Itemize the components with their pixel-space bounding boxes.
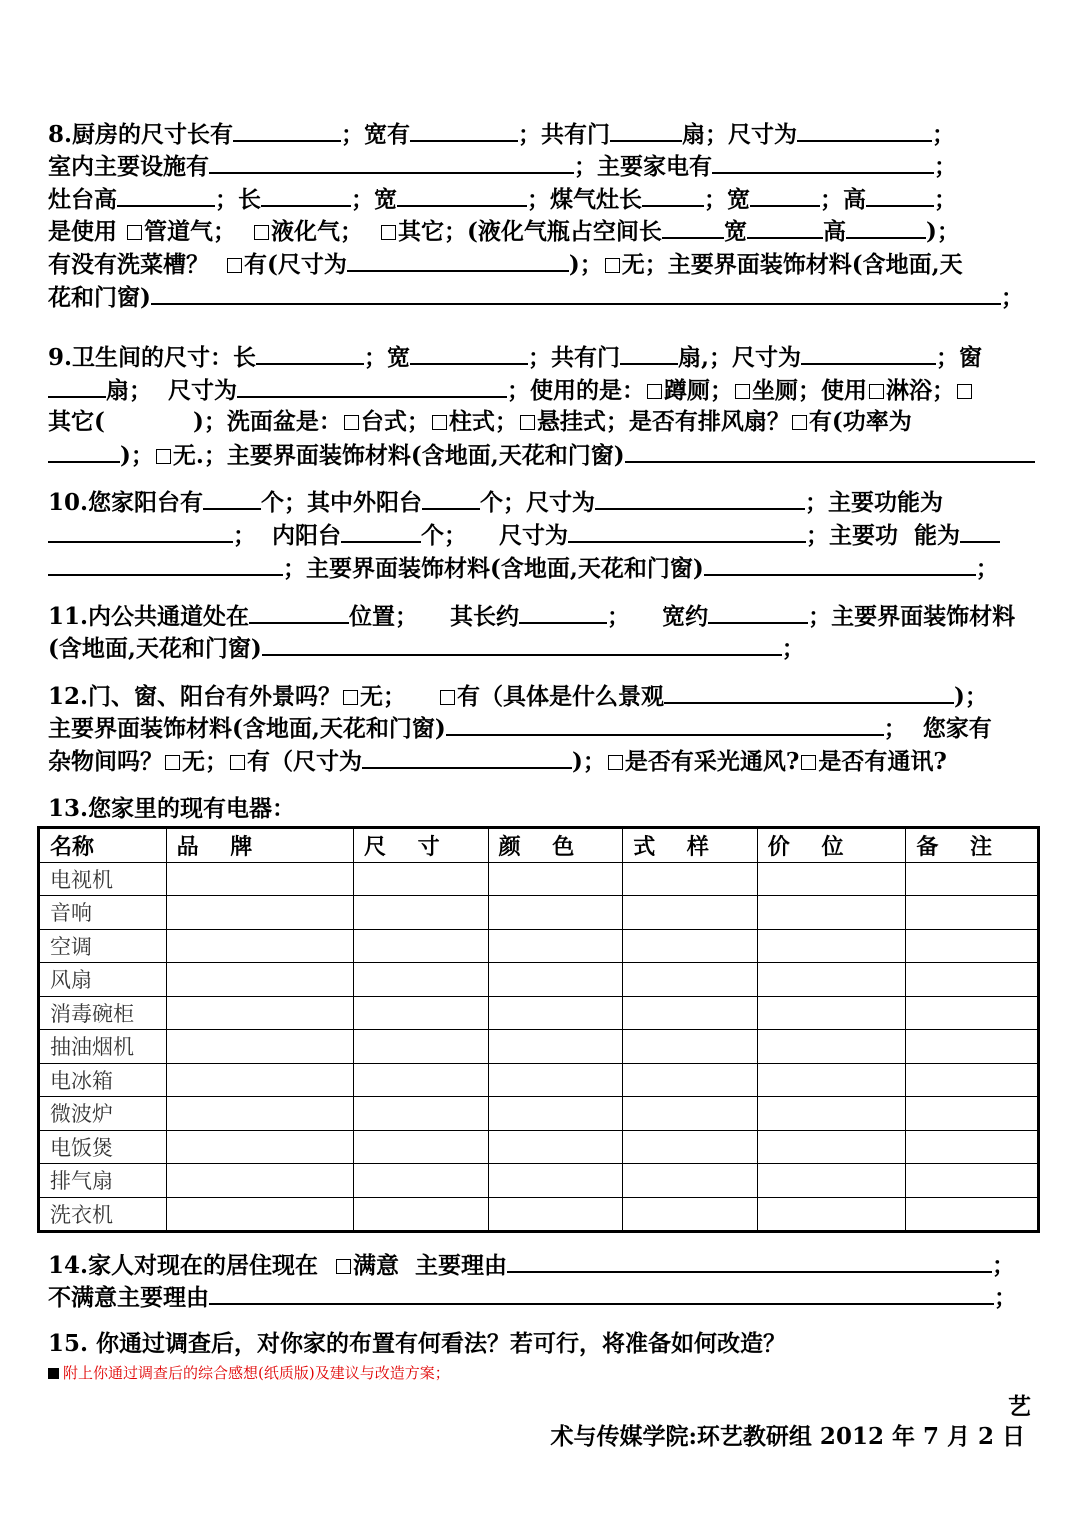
inner-balcony-size-field[interactable] (568, 519, 806, 543)
q13-title: 13.您家里的现有电器： (48, 795, 296, 822)
q10-line-3: ；主要界面装饰材料(含地面,天花和门窗) ； (48, 552, 999, 585)
appliance-name-cell: 排气扇 (39, 1164, 167, 1198)
table-cell[interactable] (488, 1097, 623, 1131)
sink-no-checkbox[interactable] (605, 258, 620, 273)
q8-line-3: 灶台高 ；长 ；宽 ；煤气灶长 ；宽 ；高 ； (48, 183, 957, 216)
table-row (39, 963, 1039, 997)
q9-line-3: 其它( )；洗面盆是： 台式； 柱式； 悬挂式；是否有排风扇？ 有(功率为 (48, 408, 912, 435)
appliance-name-cell: 电视机 (39, 862, 167, 896)
table-cell[interactable] (757, 1164, 906, 1198)
table-cell[interactable] (488, 996, 623, 1030)
table-cell[interactable] (353, 996, 488, 1030)
table-cell[interactable] (906, 1164, 1039, 1198)
appliance-name-cell: 风扇 (39, 963, 167, 997)
table-cell[interactable] (623, 1164, 758, 1198)
kitchen-facilities-field[interactable] (209, 150, 574, 174)
table-row (39, 1164, 1039, 1198)
appliance-name-cell: 消毒碗柜 (39, 996, 167, 1030)
q14-line-1: 14.家人对现在的居住现在 满意 主要理由 ； (48, 1249, 1015, 1282)
table-cell[interactable] (623, 929, 758, 963)
ventilation-checkbox[interactable] (608, 755, 623, 770)
table-cell[interactable] (623, 1097, 758, 1131)
table-cell[interactable] (166, 896, 353, 930)
column-header: 价 位 (757, 828, 906, 863)
table-cell[interactable] (166, 1030, 353, 1064)
table-cell[interactable] (166, 1130, 353, 1164)
q12-line-1: 12.门、窗、阳台有外景吗？ 无； 有（具体是什么景观 )； (48, 680, 988, 713)
table-cell[interactable] (353, 862, 488, 896)
satisfied-reason-field[interactable] (507, 1249, 992, 1273)
table-cell[interactable] (353, 1097, 488, 1131)
gas-stove-length-field[interactable] (642, 183, 704, 207)
corridor-location-field[interactable] (249, 600, 349, 624)
table-cell[interactable] (906, 1197, 1039, 1232)
view-materials-field[interactable] (446, 712, 884, 736)
q12-line-2: 主要界面装饰材料(含地面,天花和门窗) ； 您家有 (48, 712, 992, 745)
outer-balcony-count-field[interactable] (422, 486, 480, 510)
bathroom-width-field[interactable] (410, 341, 528, 365)
table-cell[interactable] (166, 1063, 353, 1097)
column-header: 式 样 (623, 828, 758, 863)
appliance-table (37, 826, 1040, 1233)
table-cell[interactable] (623, 1030, 758, 1064)
q8-line-5: 有没有洗菜槽？ 有(尺寸为 )； 无；主要界面装饰材料(含地面,天 (48, 248, 963, 281)
view-no-checkbox[interactable] (343, 690, 358, 705)
sink-size-field[interactable] (347, 248, 569, 272)
table-cell[interactable] (757, 1130, 906, 1164)
column-header: 备 注 (906, 828, 1039, 863)
attachment-note: 附上你通过调查后的综合感想(纸质版)及建议与改造方案； (48, 1362, 450, 1383)
storage-yes-checkbox[interactable] (230, 755, 245, 770)
table-cell[interactable] (488, 963, 623, 997)
squat-toilet-checkbox[interactable] (647, 384, 662, 399)
table-cell[interactable] (757, 1097, 906, 1131)
table-cell[interactable] (166, 1164, 353, 1198)
satisfied-checkbox[interactable] (336, 1259, 351, 1274)
bathroom-materials-field[interactable] (625, 439, 1035, 463)
gas-stove-height-field[interactable] (866, 183, 934, 207)
table-row (39, 929, 1039, 963)
corridor-materials-field[interactable] (262, 632, 782, 656)
lpg-checkbox[interactable] (254, 225, 269, 240)
table-cell[interactable] (757, 862, 906, 896)
table-cell[interactable] (488, 1130, 623, 1164)
table-cell[interactable] (488, 1164, 623, 1198)
storage-size-field[interactable] (362, 745, 572, 769)
view-description-field[interactable] (664, 680, 954, 704)
q11-line-1: 11.内公共通道处在 位置； 其长约 ； 宽约 ；主要界面装饰材料 (48, 600, 1015, 633)
q9-line-2: 扇； 尺寸为 ；使用的是： 蹲厕； 坐厕；使用 淋浴； (48, 374, 974, 407)
table-cell[interactable] (353, 1197, 488, 1232)
other-fixture-checkbox[interactable] (957, 384, 972, 399)
table-row (39, 1030, 1039, 1064)
table-cell[interactable] (353, 963, 488, 997)
bathroom-door-count-field[interactable] (620, 341, 678, 365)
outer-balcony-function-field[interactable] (48, 519, 233, 543)
table-cell[interactable] (906, 1130, 1039, 1164)
table-cell[interactable] (906, 896, 1039, 930)
table-cell[interactable] (166, 862, 353, 896)
table-cell[interactable] (757, 996, 906, 1030)
table-cell[interactable] (906, 963, 1039, 997)
inner-balcony-count-field[interactable] (341, 519, 421, 543)
q9-line-1: 9.卫生间的尺寸：长 ；宽 ；共有门 扇,；尺寸为 ；窗 (48, 341, 982, 374)
q11-line-2: (含地面,天花和门窗) ； (48, 632, 805, 665)
inner-balcony-function-cont-field[interactable] (48, 552, 283, 576)
table-cell[interactable] (488, 1030, 623, 1064)
table-cell[interactable] (488, 1197, 623, 1232)
q8-line-4: 是使用 管道气； 液化气； 其它；(液化气瓶占空间长 宽 高 )； (48, 215, 960, 248)
table-cell[interactable] (906, 996, 1039, 1030)
appliance-name-cell: 音响 (39, 896, 167, 930)
table-cell[interactable] (166, 1097, 353, 1131)
table-cell[interactable] (353, 929, 488, 963)
sink-yes-checkbox[interactable] (227, 258, 242, 273)
q8-line-6: 花和门窗) ； (48, 281, 1024, 314)
table-cell[interactable] (757, 1030, 906, 1064)
stove-width-field[interactable] (397, 183, 527, 207)
table-cell[interactable] (623, 896, 758, 930)
bathroom-window-size-field[interactable] (237, 374, 507, 398)
table-cell[interactable] (757, 1063, 906, 1097)
table-cell[interactable] (488, 862, 623, 896)
wall-basin-checkbox[interactable] (520, 415, 535, 430)
table-cell[interactable] (906, 862, 1039, 896)
table-cell[interactable] (906, 929, 1039, 963)
kitchen-door-size-field[interactable] (797, 118, 932, 142)
table-cell[interactable] (623, 862, 758, 896)
column-header: 名称 (39, 828, 167, 863)
shower-checkbox[interactable] (869, 384, 884, 399)
exhaust-fan-yes-checkbox[interactable] (792, 415, 807, 430)
table-cell[interactable] (623, 1063, 758, 1097)
bathroom-door-size-field[interactable] (801, 341, 936, 365)
lpg-length-field[interactable] (662, 215, 724, 239)
column-header: 品 牌 (166, 828, 353, 863)
kitchen-width-field[interactable] (410, 118, 518, 142)
gas-stove-width-field[interactable] (750, 183, 820, 207)
sit-toilet-checkbox[interactable] (735, 384, 750, 399)
table-cell[interactable] (757, 896, 906, 930)
table-cell[interactable] (623, 1197, 758, 1232)
lpg-height-field[interactable] (846, 215, 926, 239)
kitchen-length-field[interactable] (233, 118, 341, 142)
table-header-row (39, 828, 1039, 863)
table-cell[interactable] (166, 1197, 353, 1232)
bathroom-length-field[interactable] (256, 341, 364, 365)
table-cell[interactable] (906, 1097, 1039, 1131)
stove-height-field[interactable] (117, 183, 215, 207)
outer-balcony-size-field[interactable] (595, 486, 805, 510)
q8-line-2: 室内主要设施有 ；主要家电有 ； (48, 150, 957, 183)
communication-checkbox[interactable] (801, 755, 816, 770)
table-cell[interactable] (353, 1164, 488, 1198)
table-cell[interactable] (166, 929, 353, 963)
footer-line-2: 术与传媒学院:环艺教研组 2012 年 7 月 2 日 (550, 1423, 1025, 1450)
view-yes-checkbox[interactable] (440, 690, 455, 705)
storage-no-checkbox[interactable] (165, 755, 180, 770)
lpg-width-field[interactable] (747, 215, 823, 239)
q14-line-2: 不满意主要理由 ； (48, 1281, 1017, 1314)
unsatisfied-reason-field[interactable] (209, 1281, 994, 1305)
appliance-name-cell: 电饭煲 (39, 1130, 167, 1164)
table-cell[interactable] (906, 1063, 1039, 1097)
footer-line-1: 艺 (1008, 1393, 1031, 1420)
column-header: 尺 寸 (353, 828, 488, 863)
bathroom-window-count-field[interactable] (48, 374, 106, 398)
table-cell[interactable] (353, 1063, 488, 1097)
table-cell[interactable] (906, 1030, 1039, 1064)
appliance-name-cell: 洗衣机 (39, 1197, 167, 1232)
corridor-width-field[interactable] (708, 600, 808, 624)
appliance-name-cell: 微波炉 (39, 1097, 167, 1131)
table-row (39, 1197, 1039, 1232)
table-row (39, 896, 1039, 930)
fan-power-field[interactable] (48, 439, 120, 463)
table-cell[interactable] (353, 896, 488, 930)
table-cell[interactable] (757, 963, 906, 997)
table-cell[interactable] (488, 1063, 623, 1097)
table-cell[interactable] (623, 963, 758, 997)
column-header: 颜 色 (488, 828, 623, 863)
exhaust-fan-no-checkbox[interactable] (156, 449, 171, 464)
q15-text: 15. 你通过调查后，对你家的布置有何看法？若可行，将准备如何改造？ (48, 1330, 787, 1357)
table-row (39, 1063, 1039, 1097)
appliance-name-cell: 空调 (39, 929, 167, 963)
q8-line-1: 8.厨房的尺寸长有 ；宽有 ；共有门 扇；尺寸为 ； (48, 118, 955, 151)
q9-line-4: )； 无.；主要界面装饰材料(含地面,天花和门窗) (48, 439, 1035, 472)
kitchen-door-count-field[interactable] (610, 118, 682, 142)
table-cell[interactable] (757, 1197, 906, 1232)
corridor-length-field[interactable] (519, 600, 607, 624)
table-cell[interactable] (757, 929, 906, 963)
table-cell[interactable] (353, 1030, 488, 1064)
table-cell[interactable] (488, 929, 623, 963)
q12-line-3: 杂物间吗？ 无； 有（尺寸为 )； 是否有采光通风? 是否有通讯? (48, 745, 947, 778)
table-cell[interactable] (353, 1130, 488, 1164)
counter-basin-checkbox[interactable] (344, 415, 359, 430)
pipeline-gas-checkbox[interactable] (127, 225, 142, 240)
table-cell[interactable] (623, 996, 758, 1030)
q10-line-2: ； 内阳台 个； 尺寸为 ；主要功 能为 (48, 519, 1000, 552)
other-gas-checkbox[interactable] (381, 225, 396, 240)
balcony-count-field[interactable] (203, 486, 261, 510)
q10-line-1: 10.您家阳台有 个；其中外阳台 个；尺寸为 ；主要功能为 (48, 486, 943, 519)
table-cell[interactable] (166, 996, 353, 1030)
table-cell[interactable] (166, 963, 353, 997)
table-row (39, 1097, 1039, 1131)
appliance-name-cell: 电冰箱 (39, 1063, 167, 1097)
pedestal-basin-checkbox[interactable] (432, 415, 447, 430)
table-row (39, 1130, 1039, 1164)
kitchen-materials-field[interactable] (151, 281, 1001, 305)
appliance-name-cell: 抽油烟机 (39, 1030, 167, 1064)
kitchen-appliances-field[interactable] (712, 150, 934, 174)
stove-length-field[interactable] (261, 183, 351, 207)
table-row (39, 996, 1039, 1030)
table-cell[interactable] (488, 896, 623, 930)
balcony-materials-field[interactable] (704, 552, 976, 576)
table-cell[interactable] (623, 1130, 758, 1164)
inner-balcony-function-field[interactable] (960, 519, 1000, 543)
bullet-square-icon (48, 1368, 59, 1379)
table-row (39, 862, 1039, 896)
